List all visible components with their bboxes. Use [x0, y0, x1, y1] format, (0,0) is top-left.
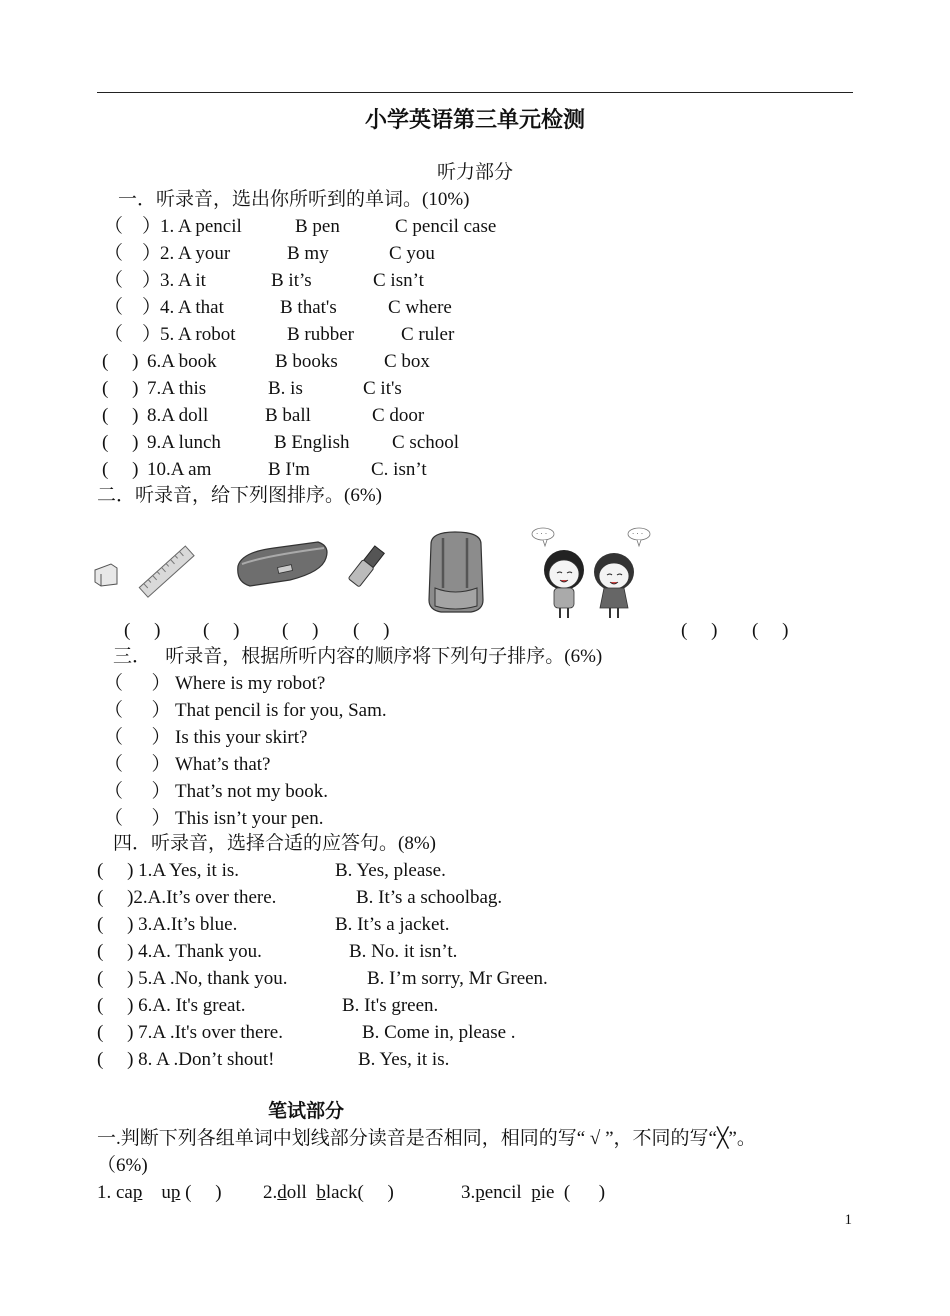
part1-bracket[interactable]: ( ) [102, 405, 139, 426]
part4-option-b: B. No. it isn’t. [349, 941, 458, 962]
part1-option-a: 4. A that [160, 297, 224, 318]
page-number: 1 [844, 1212, 852, 1228]
part4-option-a[interactable]: ( ) 8. A .Don’t shout! [97, 1049, 275, 1070]
q1-word2-underlined: p [170, 1182, 181, 1203]
part2-heading: 二．听录音，给下列图排序。(6%) [97, 485, 382, 506]
q1-separator [142, 1182, 161, 1203]
part4-option-b: B. Yes, it is. [358, 1049, 450, 1070]
part4-option-a[interactable]: ( )2.A.It’s over there. [97, 887, 277, 908]
part1-option-a: 10.A am [147, 459, 212, 480]
part1-bracket[interactable]: ( ) [102, 432, 139, 453]
part4-option-a[interactable]: ( ) 7.A .It's over there. [97, 1022, 283, 1043]
part4-option-b: B. It's green. [342, 995, 439, 1016]
q3-word2-rest-blank[interactable]: ie ( ) [540, 1182, 606, 1203]
part3-sentence: This isn’t your pen. [175, 808, 324, 829]
part1-option-c: C pencil case [395, 216, 497, 237]
written1-q1 [97, 1181, 222, 1205]
part1-option-a: 6.A book [147, 351, 217, 372]
part1-heading: 一．听录音，选出你所听到的单词。(10%) [118, 189, 470, 210]
part1-option-a: 3. A it [160, 270, 206, 291]
part1-option-c: C school [392, 432, 460, 453]
part2-bracket-6[interactable]: ( ) [752, 620, 789, 641]
part1-bracket[interactable]: ( ) [102, 459, 139, 480]
part3-sentence: Is this your skirt? [175, 727, 308, 748]
q3-word1-rest: encil [484, 1182, 532, 1203]
listening-heading: 听力部分 [436, 162, 513, 183]
q3-word2-underlined: p [531, 1182, 541, 1203]
part1-option-b: B English [274, 432, 350, 453]
part1-option-c: C you [389, 243, 435, 264]
part1-option-b: B. is [268, 378, 303, 399]
part2-bracket-5[interactable]: ( ) [681, 620, 718, 641]
part3-bracket[interactable]: （ ） [104, 781, 171, 802]
written-heading: 笔试部分 [268, 1101, 345, 1122]
part1-option-c: C door [372, 405, 425, 426]
part4-option-a[interactable]: ( ) 4.A. Thank you. [97, 941, 262, 962]
part4-option-a[interactable]: ( ) 1.A Yes, it is. [97, 860, 239, 881]
schoolbag-icon [425, 530, 487, 614]
children-talking-icon [530, 526, 654, 622]
svg-text:· · ·: · · · [632, 530, 644, 538]
page-title: 小学英语第三单元检测 [364, 107, 585, 132]
part3-bracket[interactable]: （ ） [104, 727, 171, 748]
q1-answer-blank[interactable]: ( ) [180, 1182, 222, 1203]
part3-heading: 三． 听录音，根据所听内容的顺序将下列句子排序。(6%) [113, 646, 603, 667]
q3-word1-underlined: p [475, 1182, 485, 1203]
part1-option-a: 1. A pencil [160, 216, 242, 237]
part1-bracket[interactable]: （ ） [104, 297, 162, 318]
q2-word1-underlined: d [277, 1182, 287, 1203]
q2-word2-rest-blank[interactable]: lack( ) [325, 1182, 394, 1203]
part4-option-a[interactable]: ( ) 3.A.It’s blue. [97, 914, 238, 935]
part4-option-a[interactable]: ( ) 5.A .No, thank you. [97, 968, 288, 989]
part1-bracket[interactable]: ( ) [102, 378, 139, 399]
eraser-icon [95, 560, 117, 588]
written1-q2 [263, 1181, 394, 1205]
part4-option-b: B. Come in, please . [362, 1022, 516, 1043]
part4-option-a[interactable]: ( ) 6.A. It's great. [97, 995, 246, 1016]
part1-bracket[interactable]: （ ） [104, 243, 162, 264]
part3-sentence: Where is my robot? [175, 673, 326, 694]
pencil-case-icon [234, 540, 330, 590]
part1-bracket[interactable]: （ ） [104, 324, 162, 345]
part2-bracket-4[interactable]: ( ) [353, 620, 390, 641]
part1-option-b: B pen [295, 216, 340, 237]
part4-option-b: B. I’m sorry, Mr Green. [367, 968, 548, 989]
part1-option-c: C where [388, 297, 452, 318]
part2-bracket-3[interactable]: ( ) [282, 620, 319, 641]
written1-heading-cont: （6%) [97, 1155, 148, 1176]
part1-option-b: B I'm [268, 459, 310, 480]
part3-bracket[interactable]: （ ） [104, 673, 171, 694]
part1-option-c: C. isn’t [371, 459, 427, 480]
part1-option-b: B books [275, 351, 338, 372]
part1-option-b: B that's [280, 297, 337, 318]
ruler-icon [138, 543, 196, 601]
q2-number: 2. [263, 1182, 278, 1203]
q2-word2-underlined: b [316, 1182, 326, 1203]
part1-option-b: B my [287, 243, 329, 264]
part1-option-c: C isn’t [373, 270, 424, 291]
part1-option-b: B rubber [287, 324, 355, 345]
part3-bracket[interactable]: （ ） [104, 754, 171, 775]
part1-option-a: 9.A lunch [147, 432, 221, 453]
part1-option-c: C ruler [401, 324, 455, 345]
part3-bracket[interactable]: （ ） [104, 808, 171, 829]
part4-option-b: B. It’s a jacket. [335, 914, 450, 935]
part1-bracket[interactable]: （ ） [104, 216, 162, 237]
part4-heading: 四．听录音，选择合适的应答句。(8%) [113, 833, 436, 854]
part2-bracket-1[interactable]: ( ) [124, 620, 161, 641]
part1-bracket[interactable]: ( ) [102, 351, 139, 372]
part1-option-c: C box [384, 351, 430, 372]
q1-word1-underlined: p [132, 1182, 143, 1203]
part1-option-a: 5. A robot [160, 324, 236, 345]
part1-option-c: C it's [363, 378, 402, 399]
part1-option-a: 2. A your [160, 243, 231, 264]
written1-heading: 一.判断下列各组单词中划线部分读音是否相同，相同的写“ √ ”，不同的写“╳”。 [97, 1128, 756, 1149]
part1-option-a: 7.A this [147, 378, 207, 399]
part1-option-b: B ball [265, 405, 311, 426]
part4-option-b: B. Yes, please. [335, 860, 446, 881]
top-rule [97, 92, 853, 93]
written1-q3 [461, 1181, 605, 1205]
part2-bracket-2[interactable]: ( ) [203, 620, 240, 641]
part3-sentence: That’s not my book. [175, 781, 329, 802]
q1-number: 1. [97, 1182, 116, 1203]
q1-word1-start: ca [116, 1182, 133, 1203]
part1-option-b: B it’s [271, 270, 312, 291]
part3-sentence: That pencil is for you, Sam. [175, 700, 387, 721]
q2-word1-rest: oll [286, 1182, 317, 1203]
part3-sentence: What’s that? [175, 754, 271, 775]
part4-option-b: B. It’s a schoolbag. [356, 887, 503, 908]
part3-bracket[interactable]: （ ） [104, 700, 171, 721]
glue-stick-icon [348, 543, 384, 591]
q1-word2-start: u [161, 1182, 171, 1203]
q3-number: 3. [461, 1182, 476, 1203]
svg-text:· · ·: · · · [536, 530, 548, 538]
part1-option-a: 8.A doll [147, 405, 209, 426]
part1-bracket[interactable]: （ ） [104, 270, 162, 291]
